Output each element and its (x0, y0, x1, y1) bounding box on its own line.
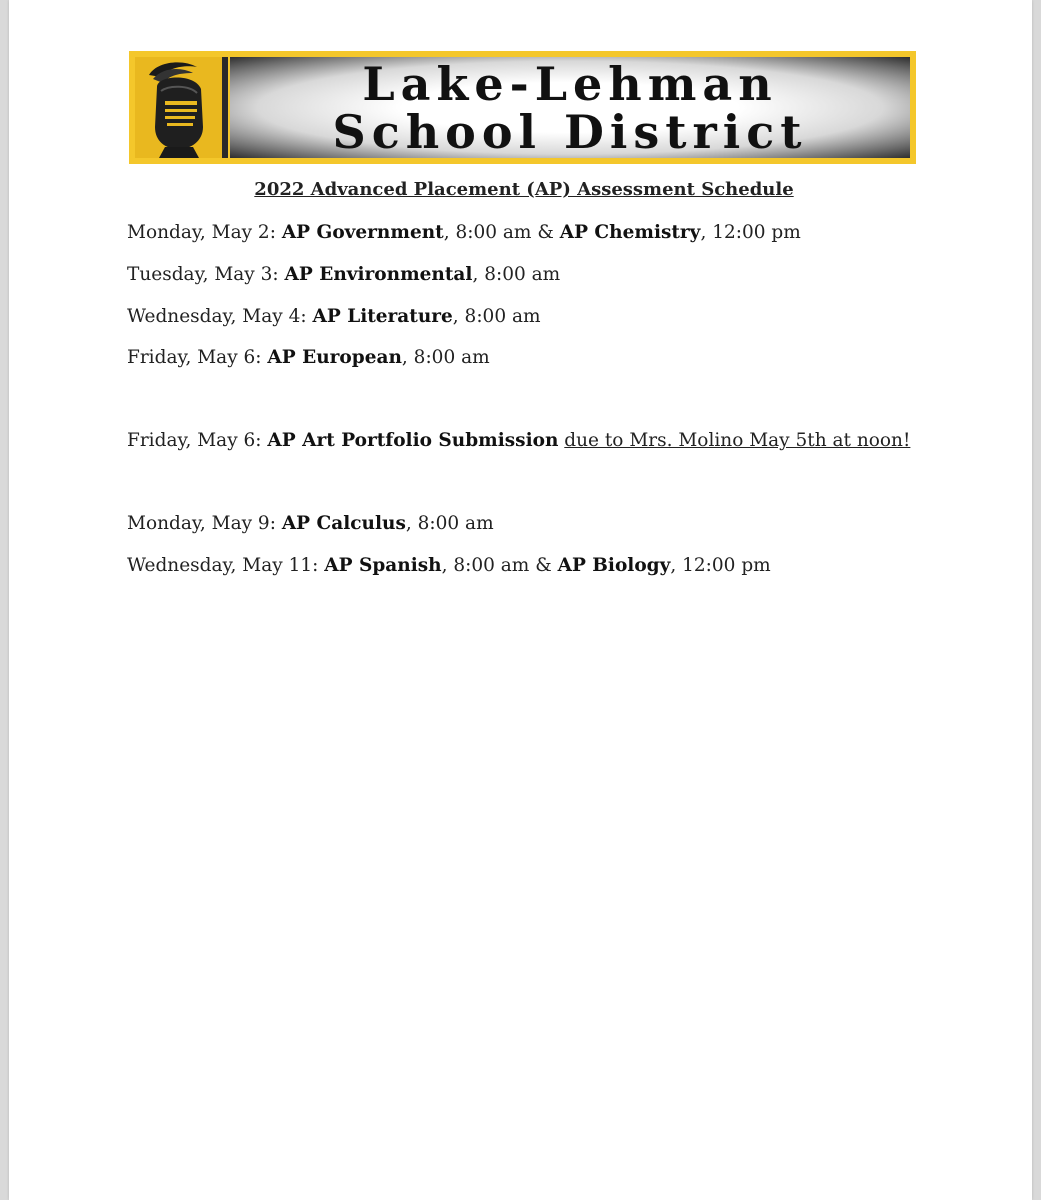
exam-time: , 12:00 pm (700, 222, 801, 243)
exam-time: , 8:00 am & (441, 555, 558, 576)
knight-helmet-icon (135, 57, 222, 158)
exam-time: , 8:00 am (401, 347, 490, 368)
schedule-day: Tuesday, May 3: (127, 264, 285, 285)
schedule-row (127, 515, 494, 534)
schedule-day: Friday, May 6: (127, 430, 268, 451)
exam-time: , 8:00 am (472, 264, 561, 285)
district-banner (129, 51, 916, 164)
knight-logo (135, 57, 228, 158)
exam-name: AP Calculus (281, 513, 406, 534)
banner-line-1: Lake-Lehman (362, 57, 778, 111)
exam-name: AP Chemistry (559, 222, 701, 243)
schedule-day: Monday, May 9: (127, 513, 282, 534)
exam-name: AP Environmental (284, 264, 473, 285)
exam-time: , 8:00 am (452, 306, 541, 327)
schedule-row (127, 432, 910, 451)
exam-name: AP European (267, 347, 402, 368)
page-title: 2022 Advanced Placement (AP) Assessment Schedule (254, 179, 794, 200)
schedule-day: Wednesday, May 11: (127, 555, 325, 576)
schedule-row (127, 557, 771, 576)
schedule-day: Monday, May 2: (127, 222, 282, 243)
banner-title (230, 57, 910, 158)
schedule-day: Wednesday, May 4: (127, 306, 313, 327)
document-page (9, 0, 1032, 1200)
exam-name: AP Spanish (324, 555, 442, 576)
exam-name: AP Art Portfolio Submission (267, 430, 559, 451)
exam-name: AP Government (281, 222, 444, 243)
schedule-day: Friday, May 6: (127, 347, 268, 368)
schedule-row (127, 349, 490, 368)
exam-name: AP Literature (312, 306, 453, 327)
schedule-row (127, 266, 560, 285)
exam-time: , 8:00 am (405, 513, 494, 534)
exam-time: , 8:00 am & (443, 222, 560, 243)
banner-line-2: School District (332, 105, 808, 158)
exam-time: , 12:00 pm (670, 555, 771, 576)
exam-name: AP Biology (557, 555, 671, 576)
submission-note: due to Mrs. Molino May 5th at noon! (564, 430, 911, 451)
schedule-row (127, 224, 801, 243)
schedule-row (127, 308, 541, 327)
